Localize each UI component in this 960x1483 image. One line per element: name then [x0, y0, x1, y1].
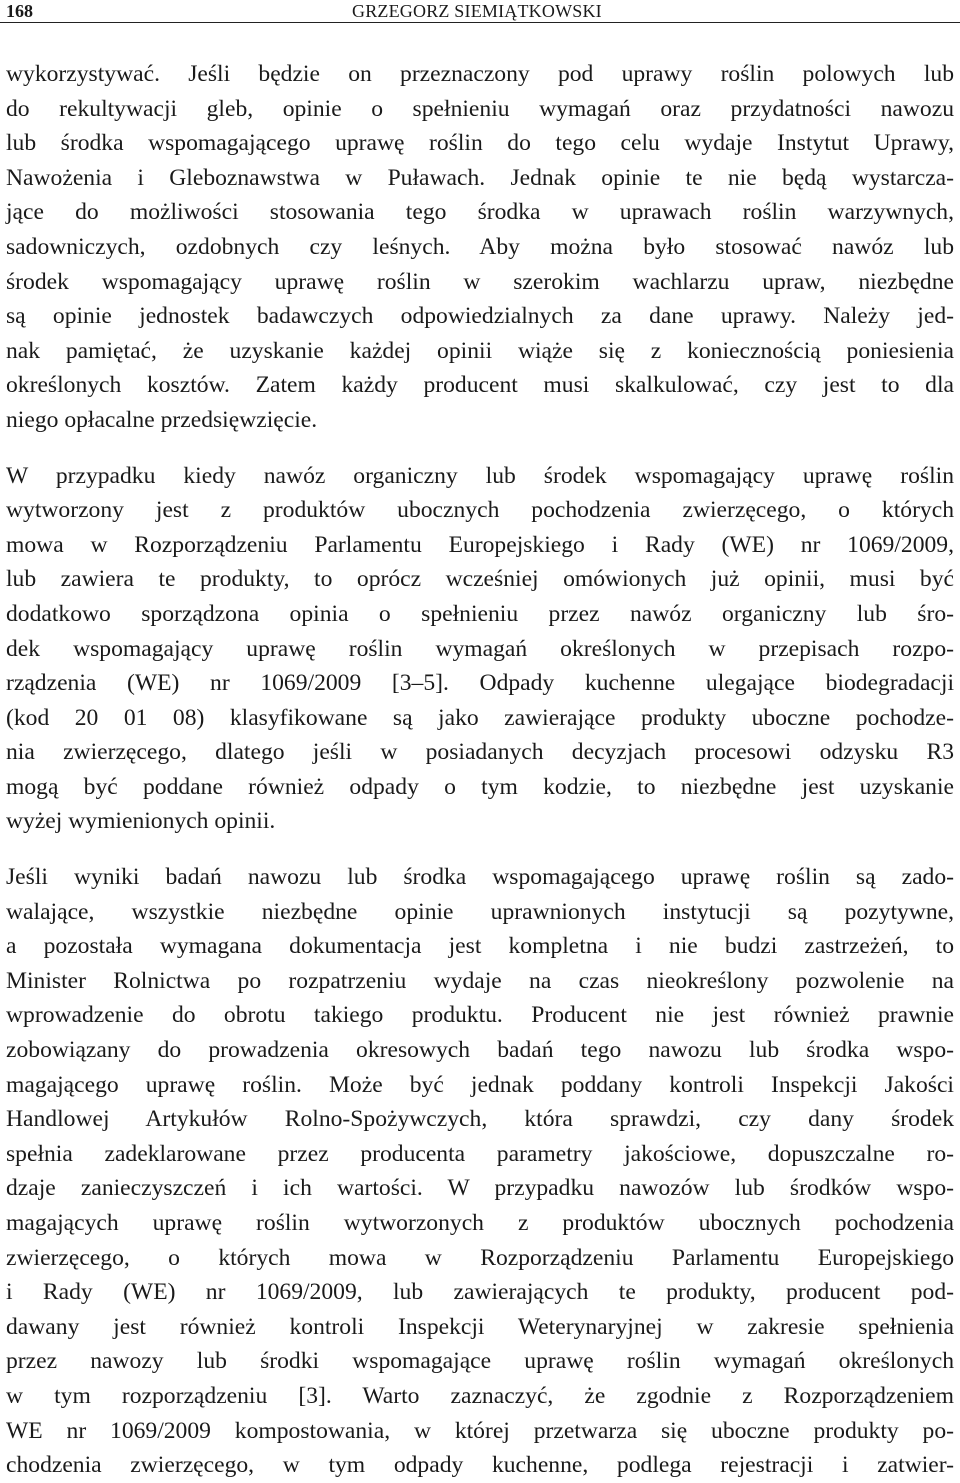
text-line: i Rady (WE) nr 1069/2009, lub zawierających te produkty, producent pod-: [6, 1279, 954, 1306]
page-header: [0, 0, 960, 23]
text-line: dawany jest również kontroli Inspekcji Weterynaryjnej w zakresie spełnienia: [6, 1313, 954, 1340]
running-head-author: GRZEGORZ SIEMIĄTKOWSKI: [352, 1, 602, 21]
text-line: jące do możliwości stosowania tego środka w uprawach roślin warzywnych,: [6, 199, 954, 226]
text-line: określonych kosztów. Zatem każdy producent musi skalkulować, czy jest to dla: [6, 372, 954, 399]
text-line: wykorzystywać. Jeśli będzie on przeznaczony pod uprawy roślin polowych lub: [6, 61, 954, 87]
text-line: magających uprawę roślin wytworzonych z produktów ubocznych pochodzenia: [6, 1210, 954, 1236]
text-line: Handlowej Artykułów Rolno-Spożywczych, która sprawdzi, czy dany środek: [6, 1106, 954, 1133]
text-line: dodatkowo sporządzona opinia o spełnieniu przez nawóz organiczny lub śro-: [6, 600, 954, 627]
text-line: a pozostała wymagana dokumentacja jest kompletna i nie budzi zastrzeżeń, to: [6, 933, 954, 960]
text-line: walające, wszystkie niezbędne opinie uprawnionych instytucji są pozytywne,: [6, 898, 954, 925]
text-line: zobowiązany do prowadzenia okresowych badań tego nawozu lub środka wspo-: [6, 1037, 954, 1064]
text-line: do rekultywacji gleb, opinie o spełnieniu wymagań oraz przydatności nawozu: [6, 95, 954, 122]
text-line: w tym rozporządzeniu [3]. Warto zaznaczyć, że zgodnie z Rozporządzeniem: [6, 1382, 954, 1409]
text-line: chodzenia zwierzęcego, w tym odpady kuchenne, podlega rejestracji i zatwier-: [6, 1452, 954, 1479]
text-line: magającego uprawę roślin. Może być jednak poddany kontroli Inspekcji Jakości: [6, 1071, 954, 1098]
paragraph-2: [6, 459, 954, 840]
text-line: dzaje zanieczyszczeń i ich wartości. W przypadku nawozów lub środków wspo-: [6, 1175, 954, 1202]
text-line: WE nr 1069/2009 kompostowania, w której przetwarza się uboczne produkty po-: [6, 1417, 954, 1444]
text-line: Nawożenia i Gleboznawstwa w Puławach. Jednak opinie te nie będą wystarcza-: [6, 164, 954, 191]
text-line: środek wspomagający uprawę roślin w szerokim wachlarzu upraw, niezbędne: [6, 268, 954, 295]
text-line: W przypadku kiedy nawóz organiczny lub środek wspomagający uprawę roślin: [6, 462, 954, 489]
text-line: wytworzony jest z produktów ubocznych pochodzenia zwierzęcego, o których: [6, 497, 954, 524]
text-line: zwierzęcego, o których mowa w Rozporządzeniu Parlamentu Europejskiego: [6, 1244, 954, 1271]
text-line: (kod 20 01 08) klasyfikowane są jako zawierające produkty uboczne pochodze-: [6, 704, 954, 731]
text-line: sadowniczych, ozdobnych czy leśnych. Aby można było stosować nawóz lub: [6, 233, 954, 260]
text-line: mogą być poddane również odpady o tym kodzie, to niezbędne jest uzyskanie: [6, 773, 954, 800]
text-line: niego opłacalne przedsięwzięcie.: [6, 406, 318, 433]
text-line: mowa w Rozporządzeniu Parlamentu Europejskiego i Rady (WE) nr 1069/2009,: [6, 531, 954, 558]
text-line: nak pamiętać, że uzyskanie każdej opinii wiąże się z koniecznością poniesienia: [6, 337, 954, 364]
text-line: lub środka wspomagającego uprawę roślin do tego celu wydaje Instytut Uprawy,: [6, 130, 954, 157]
body-text: [6, 57, 954, 1483]
text-line: lub zawiera te produkty, to oprócz wcześniej omówionych już opinii, musi być: [6, 566, 954, 593]
text-line: Jeśli wyniki badań nawozu lub środka wspomagającego uprawę roślin są zado-: [6, 864, 954, 891]
text-line: wprowadzenie do obrotu takiego produktu. Producent nie jest również prawnie: [6, 1002, 954, 1029]
text-line: spełnia zadeklarowane przez producenta parametry jakościowe, dopuszczalne ro-: [6, 1140, 954, 1167]
text-line: rządzenia (WE) nr 1069/2009 [3–5]. Odpady kuchenne ulegające biodegradacji: [6, 670, 954, 697]
text-line: przez nawozy lub środki wspomagające uprawę roślin wymagań określonych: [6, 1348, 954, 1375]
page-number: 168: [6, 1, 33, 21]
text-line: są opinie jednostek badawczych odpowiedzialnych za dane uprawy. Należy jed-: [6, 303, 954, 330]
text-line: Minister Rolnictwa po rozpatrzeniu wydaje na czas nieokreślony pozwolenie na: [6, 967, 954, 994]
paragraph-1: [6, 57, 954, 438]
text-line: dek wspomagający uprawę roślin wymagań określonych w przepisach rozpo-: [6, 635, 954, 662]
paragraph-3: [6, 860, 954, 1483]
text-line: nia zwierzęcego, dlatego jeśli w posiadanych decyzjach procesowi odzysku R3: [6, 739, 954, 766]
text-line: wyżej wymienionych opinii.: [6, 808, 276, 835]
